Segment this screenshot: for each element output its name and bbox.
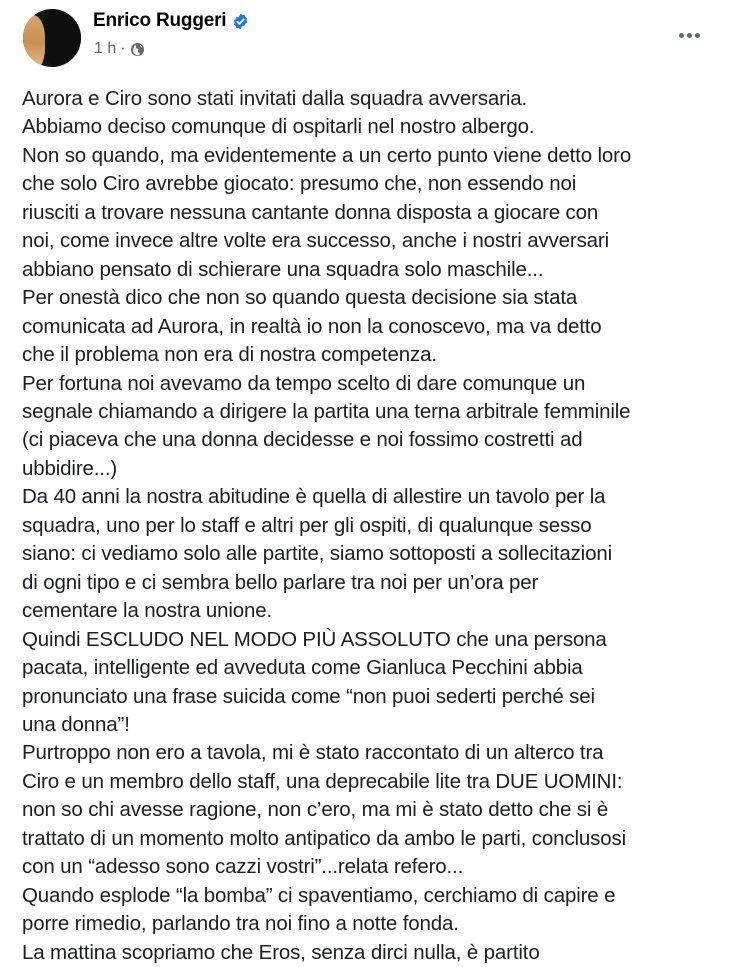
more-options-icon: [679, 33, 684, 38]
post-line: porre rimedio, parlando tra noi fino a notte fonda.: [22, 912, 459, 936]
post-meta: [94, 40, 145, 58]
post-line: pronunciato una frase suicida come “non puoi sederti perché sei: [22, 684, 595, 708]
author-row: [93, 10, 249, 32]
post-line: Aurora e Ciro sono stati invitati dalla squadra avversaria.: [22, 87, 528, 110]
avatar-face: [23, 15, 45, 67]
post-line: Purtroppo non ero a tavola, mi è stato raccontato di un alterco tra: [22, 741, 604, 765]
post-line: comunicata ad Aurora, in realtà io non la conoscevo, ma va detto: [22, 314, 602, 338]
post-text: [22, 85, 732, 967]
verified-badge-icon: [232, 13, 249, 30]
more-options-icon: [695, 33, 700, 38]
author-avatar[interactable]: [23, 9, 81, 67]
post-line: che il problema non era di nostra competenza.: [22, 343, 437, 367]
post-line: Ciro e un membro dello staff, una deprecabile lite tra DUE UOMINI:: [22, 769, 623, 793]
post-line: riusciti a trovare nessuna cantante donna disposta a giocare con: [22, 200, 599, 224]
post-line: Quando esplode “la bomba” ci spaventiamo, cerchiamo di capire e: [22, 883, 616, 907]
post-line: segnale chiamando a dirigere la partita una terna arbitrale femminile: [22, 399, 631, 423]
post-line: Abbiamo deciso comunque di ospitarli nel nostro albergo.: [22, 115, 535, 139]
post-line: che solo Ciro avrebbe giocato: presumo che, non essendo noi: [22, 172, 577, 196]
post-line: ubbidire...): [22, 456, 118, 480]
more-options-icon: [687, 33, 692, 38]
post-line: squadra, uno per lo staff e altri per gli ospiti, di qualunque sesso: [22, 513, 592, 537]
more-options-button[interactable]: [672, 22, 706, 48]
post-header: [0, 0, 740, 80]
post-line: non so chi avesse ragione, non c’ero, ma mi è stato detto che si è: [22, 798, 609, 822]
post-line: Da 40 anni la nostra abitudine è quella di allestire un tavolo per la: [22, 485, 606, 509]
post-timestamp[interactable]: 1 h: [94, 40, 117, 57]
post-line: cementare la nostra unione.: [22, 599, 273, 623]
post-line: Non so quando, ma evidentemente a un certo punto viene detto loro: [22, 143, 632, 167]
post-line: di ogni tipo e ci sembra bello parlare tra noi per un’ora per: [22, 570, 539, 594]
avatar-hair: [41, 9, 81, 67]
post-line: una donna”!: [22, 712, 130, 736]
post-line: con un “adesso sono cazzi vostri”...relata refero...: [22, 855, 464, 879]
post-line: noi, come invece altre volte era successo, anche i nostri avversari: [22, 229, 610, 253]
meta-separator: ·: [120, 40, 126, 57]
post-line: Quindi ESCLUDO NEL MODO PIÙ ASSOLUTO che una persona: [22, 627, 607, 651]
post-line: siano: ci vediamo solo alle partite, siamo sottoposti a sollecitazioni: [22, 542, 612, 566]
post-line: abbiano pensato di schierare una squadra solo maschile...: [22, 257, 544, 281]
author-name[interactable]: Enrico Ruggeri: [93, 10, 227, 31]
post-line: trattato di un momento molto antipatico da ambo le parti, conclusosi: [22, 826, 626, 850]
post-line: Per onestà dico che non so quando questa decisione sia stata: [22, 286, 578, 310]
post-line: Per fortuna noi avevamo da tempo scelto di dare comunque un: [22, 371, 586, 395]
post-line: (ci piaceva che una donna decidesse e noi fossimo costretti ad: [22, 428, 583, 452]
globe-icon[interactable]: [130, 42, 145, 57]
post-line: La mattina scopriamo che Eros, senza dirci nulla, è partito: [22, 940, 540, 964]
post-line: pacata, intelligente ed avveduta come Gianluca Pecchini abbia: [22, 656, 583, 680]
